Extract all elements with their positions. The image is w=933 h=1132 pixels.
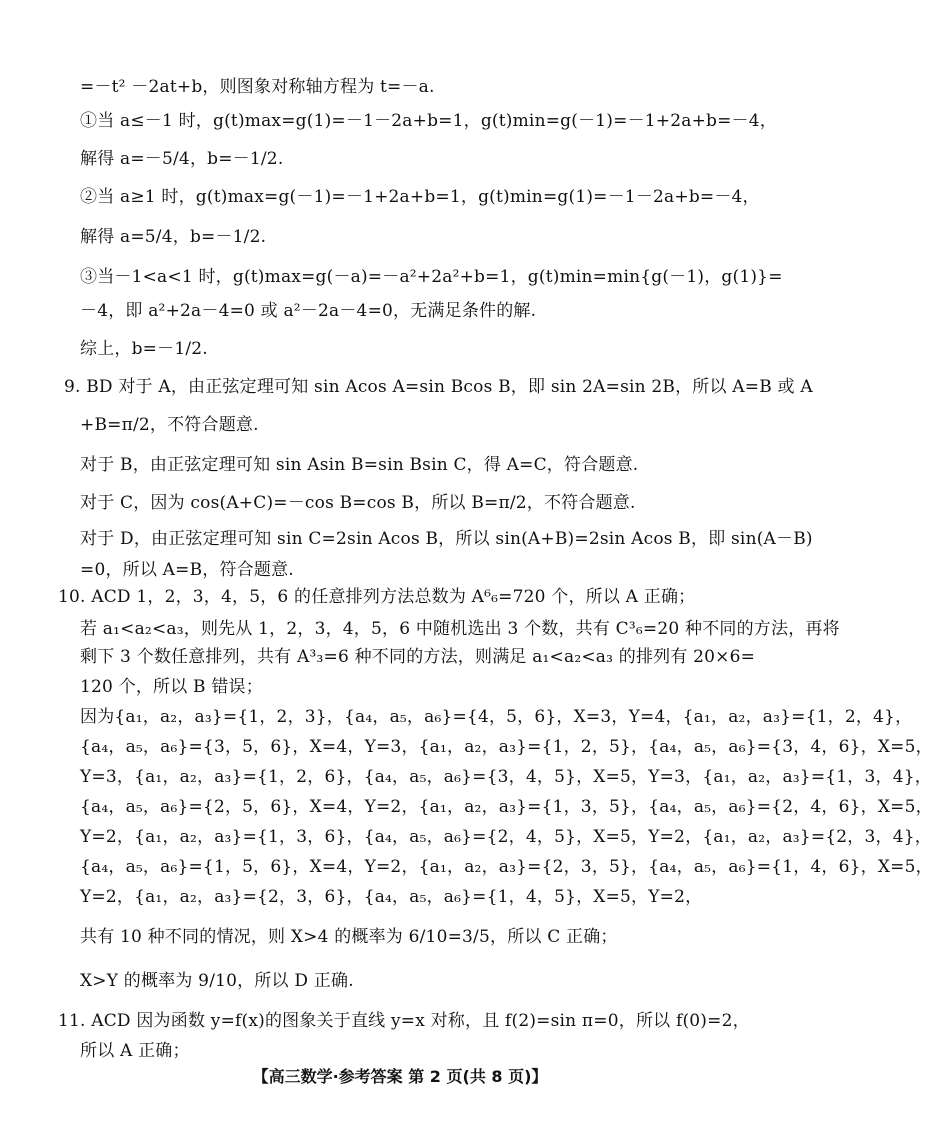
question-10-line: {a₄，a₅，a₆}={3，5，6}，X=4，Y=3，{a₁，a₂，a₃}={1，2，5}，{a₄，a₅，a₆}={3，4，6}，X=5，: [80, 737, 933, 757]
solution-line: =－t² －2at+b，则图象对称轴方程为 t=－a.: [80, 77, 435, 97]
solution-line: ②当 a≥1 时，g(t)max=g(－1)=－1+2a+b=1，g(t)min=g(1)=－1－2a+b=－4，: [80, 187, 760, 207]
question-9-line: 对于 D，由正弦定理可知 sin C=2sin Acos B，所以 sin(A+B)=2sin Acos B，即 sin(A－B): [80, 529, 813, 549]
question-10-line: X>Y 的概率为 9/10，所以 D 正确.: [80, 971, 354, 991]
question-9-line: =0，所以 A=B，符合题意.: [80, 560, 294, 580]
question-10-line: Y=3，{a₁，a₂，a₃}={1，2，6}，{a₄，a₅，a₆}={3，4，5}，X=5，Y=3，{a₁，a₂，a₃}={1，3，4}，: [80, 767, 932, 787]
solution-line: －4，即 a²+2a－4=0 或 a²－2a－4=0，无满足条件的解.: [80, 301, 537, 321]
question-10-line: 120 个，所以 B 错误；: [80, 677, 263, 697]
question-9-line: 对于 C，因为 cos(A+C)=－cos B=cos B，所以 B=π/2，不符合题意.: [80, 493, 636, 513]
question-10-line: 共有 10 种不同的情况，则 X>4 的概率为 6/10=3/5，所以 C 正确；: [80, 927, 618, 947]
question-10-line: 因为{a₁，a₂，a₃}={1，2，3}，{a₄，a₅，a₆}={4，5，6}，X=3，Y=4，{a₁，a₂，a₃}={1，2，4}，: [80, 707, 913, 727]
question-9-line: 对于 B，由正弦定理可知 sin Asin B=sin Bsin C，得 A=C，符合题意.: [80, 455, 639, 475]
question-10-line: {a₄，a₅，a₆}={2，5，6}，X=4，Y=2，{a₁，a₂，a₃}={1，3，5}，{a₄，a₅，a₆}={2，4，6}，X=5，: [80, 797, 933, 817]
question-10-line: 若 a₁<a₂<a₃，则先从 1，2，3，4，5，6 中随机选出 3 个数，共有 C³₆=20 种不同的方法，再将: [80, 619, 840, 639]
page-footer: 【高三数学·参考答案 第 2 页(共 8 页)】: [252, 1067, 548, 1086]
question-11-line: 11. ACD 因为函数 y=f(x)的图象关于直线 y=x 对称，且 f(2)=sin π=0，所以 f(0)=2，: [58, 1011, 750, 1031]
question-9-line: +B=π/2，不符合题意.: [80, 415, 259, 435]
question-9-line: 9. BD 对于 A，由正弦定理可知 sin Acos A=sin Bcos B，即 sin 2A=sin 2B，所以 A=B 或 A: [64, 377, 813, 397]
question-10-line: Y=2，{a₁，a₂，a₃}={2，3，6}，{a₄，a₅，a₆}={1，4，5}，X=5，Y=2，: [80, 887, 703, 907]
solution-line: ①当 a≤－1 时，g(t)max=g(1)=－1－2a+b=1，g(t)min=g(－1)=－1+2a+b=－4，: [80, 111, 777, 131]
solution-line: ③当－1<a<1 时，g(t)max=g(－a)=－a²+2a²+b=1，g(t)min=min{g(－1)，g(1)}=: [80, 267, 783, 287]
question-10-line: Y=2，{a₁，a₂，a₃}={1，3，6}，{a₄，a₅，a₆}={2，4，5}，X=5，Y=2，{a₁，a₂，a₃}={2，3，4}，: [80, 827, 932, 847]
solution-line: 解得 a=5/4，b=－1/2.: [80, 227, 267, 247]
question-10-line: {a₄，a₅，a₆}={1，5，6}，X=4，Y=2，{a₁，a₂，a₃}={2，3，5}，{a₄，a₅，a₆}={1，4，6}，X=5，: [80, 857, 933, 877]
question-11-line: 所以 A 正确；: [80, 1041, 190, 1061]
question-10-line: 剩下 3 个数任意排列，共有 A³₃=6 种不同的方法，则满足 a₁<a₂<a₃ 的排列有 20×6=: [80, 647, 756, 667]
solution-line: 综上，b=－1/2.: [80, 339, 208, 359]
solution-line: 解得 a=－5/4，b=－1/2.: [80, 149, 284, 169]
question-10-line: 10. ACD 1，2，3，4，5，6 的任意排列方法总数为 A⁶₆=720 个，所以 A 正确；: [58, 587, 696, 607]
